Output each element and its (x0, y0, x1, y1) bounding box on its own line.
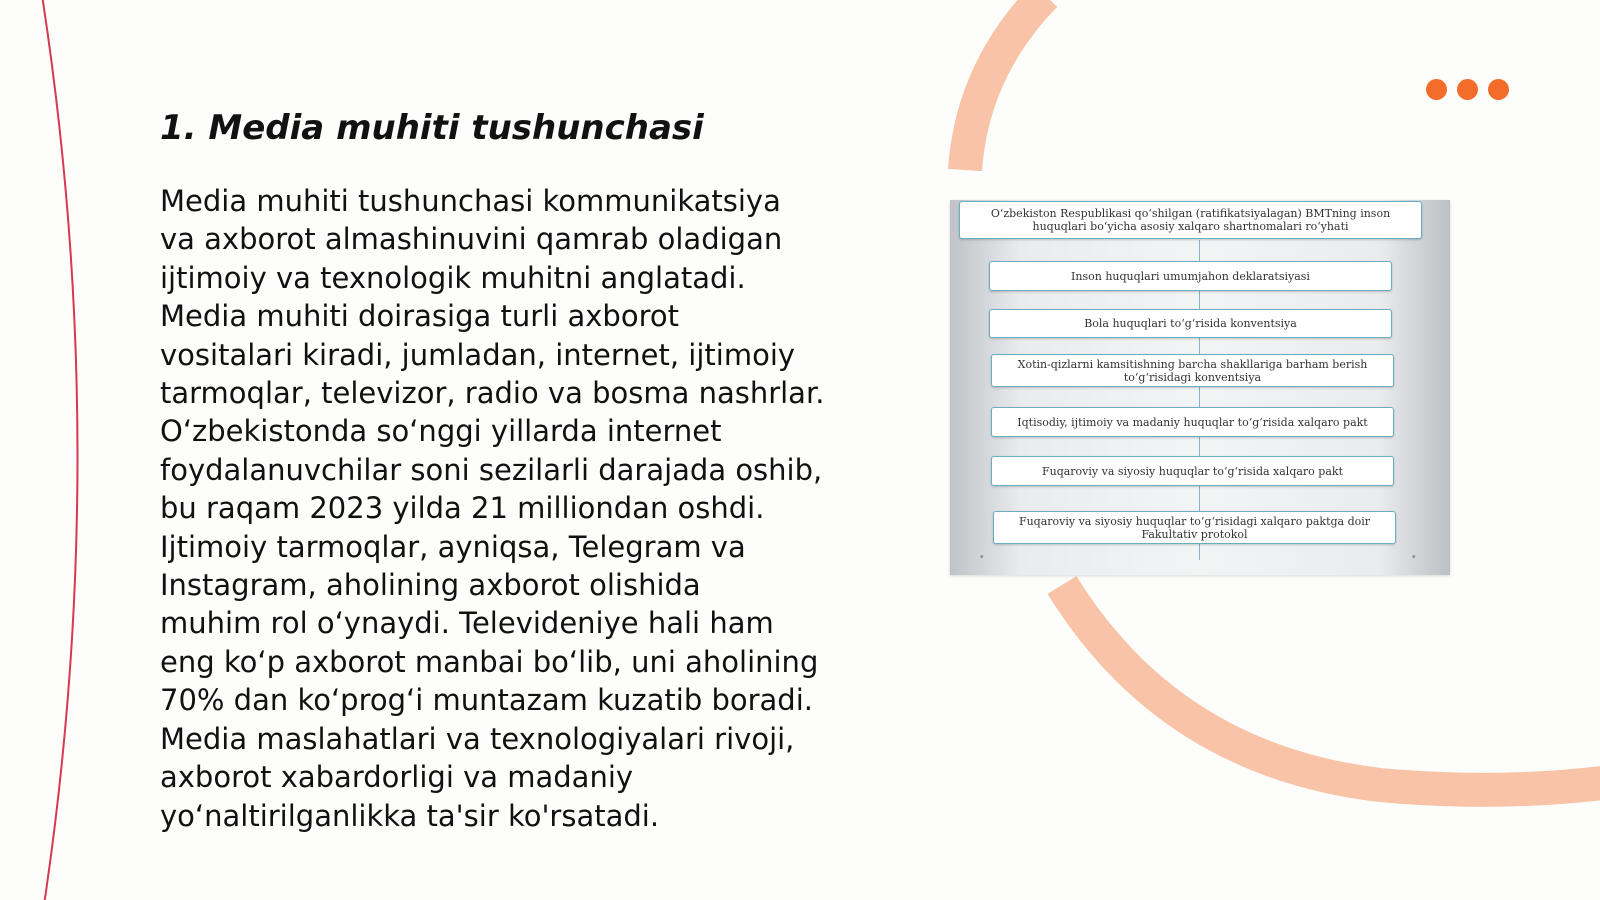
body-line: axborot xabardorligi va madaniy (160, 760, 634, 795)
body-line: 70% dan ko‘prog‘i muntazam kuzatib boradi. (160, 683, 813, 718)
body-line: tarmoqlar, televizor, radio va bosma nashrlar. (160, 376, 825, 411)
body-text (160, 182, 850, 835)
body-line: vositalari kiradi, jumladan, internet, ijtimoiy (160, 337, 796, 372)
body-line: bu raqam 2023 yilda 21 milliondan oshdi. (160, 491, 765, 526)
dot-icon (1488, 79, 1509, 100)
body-line: Instagram, aholining axborot olishida (160, 568, 701, 603)
body-line: va axborot almashinuvini qamrab oladigan (160, 222, 783, 257)
orange-arc-top (965, 0, 1045, 170)
corner-mark: ▾ (980, 553, 984, 561)
body-line: ijtimoiy va texnologik muhitni anglatadi. (160, 260, 746, 295)
body-line: yo‘naltirilganlikka ta'sir ko'rsatadi. (160, 798, 660, 833)
diagram-item-box: Bola huquqlari to‘g‘risida konventsiya (989, 309, 1392, 338)
left-red-curve (42, 0, 78, 900)
body-line: O‘zbekistonda so‘nggi yillarda internet (160, 414, 722, 449)
body-line: foydalanuvchilar soni sezilarli darajada oshib, (160, 452, 823, 487)
dot-icon (1426, 79, 1447, 100)
treaty-diagram (950, 200, 1450, 575)
body-line: Media muhiti doirasiga turli axborot (160, 299, 679, 334)
dots-menu-icon[interactable] (1426, 79, 1516, 101)
diagram-item-box: Fuqaroviy va siyosiy huquqlar to‘g‘risidagi xalqaro paktga doir Fakultativ protokol (993, 511, 1396, 544)
body-line: Media muhiti tushunchasi kommunikatsiya (160, 184, 781, 218)
body-line: Media maslahatlari va texnologiyalari rivoji, (160, 721, 795, 756)
diagram-item-box: Fuqaroviy va siyosiy huquqlar to‘g‘risida xalqaro pakt (991, 456, 1394, 486)
dot-icon (1457, 79, 1478, 100)
orange-arc-bottom (1062, 585, 1600, 790)
body-line: muhim rol o‘ynaydi. Televideniye hali ham (160, 606, 774, 641)
diagram-item-box: Xotin-qizlarni kamsitishning barcha shakllariga barham berish to‘g‘risidagi konventsiya (991, 354, 1394, 387)
diagram-item-box: Inson huquqlari umumjahon deklaratsiyasi (989, 261, 1392, 291)
body-line: Ijtimoiy tarmoqlar, ayniqsa, Telegram va (160, 529, 746, 564)
diagram-header-box: O‘zbekiston Respublikasi qo‘shilgan (ratifikatsiyalagan) BMTning inson huquqlari bo‘yicha asosiy xalqaro shartnomalari ro‘yhati (959, 201, 1422, 239)
corner-mark: ▾ (1412, 553, 1416, 561)
slide-title: 1. Media muhiti tushunchasi (160, 108, 704, 148)
body-line: eng ko‘p axborot manbai bo‘lib, uni aholining (160, 644, 819, 679)
diagram-item-box: Iqtisodiy, ijtimoiy va madaniy huquqlar to‘g‘risida xalqaro pakt (991, 407, 1394, 437)
